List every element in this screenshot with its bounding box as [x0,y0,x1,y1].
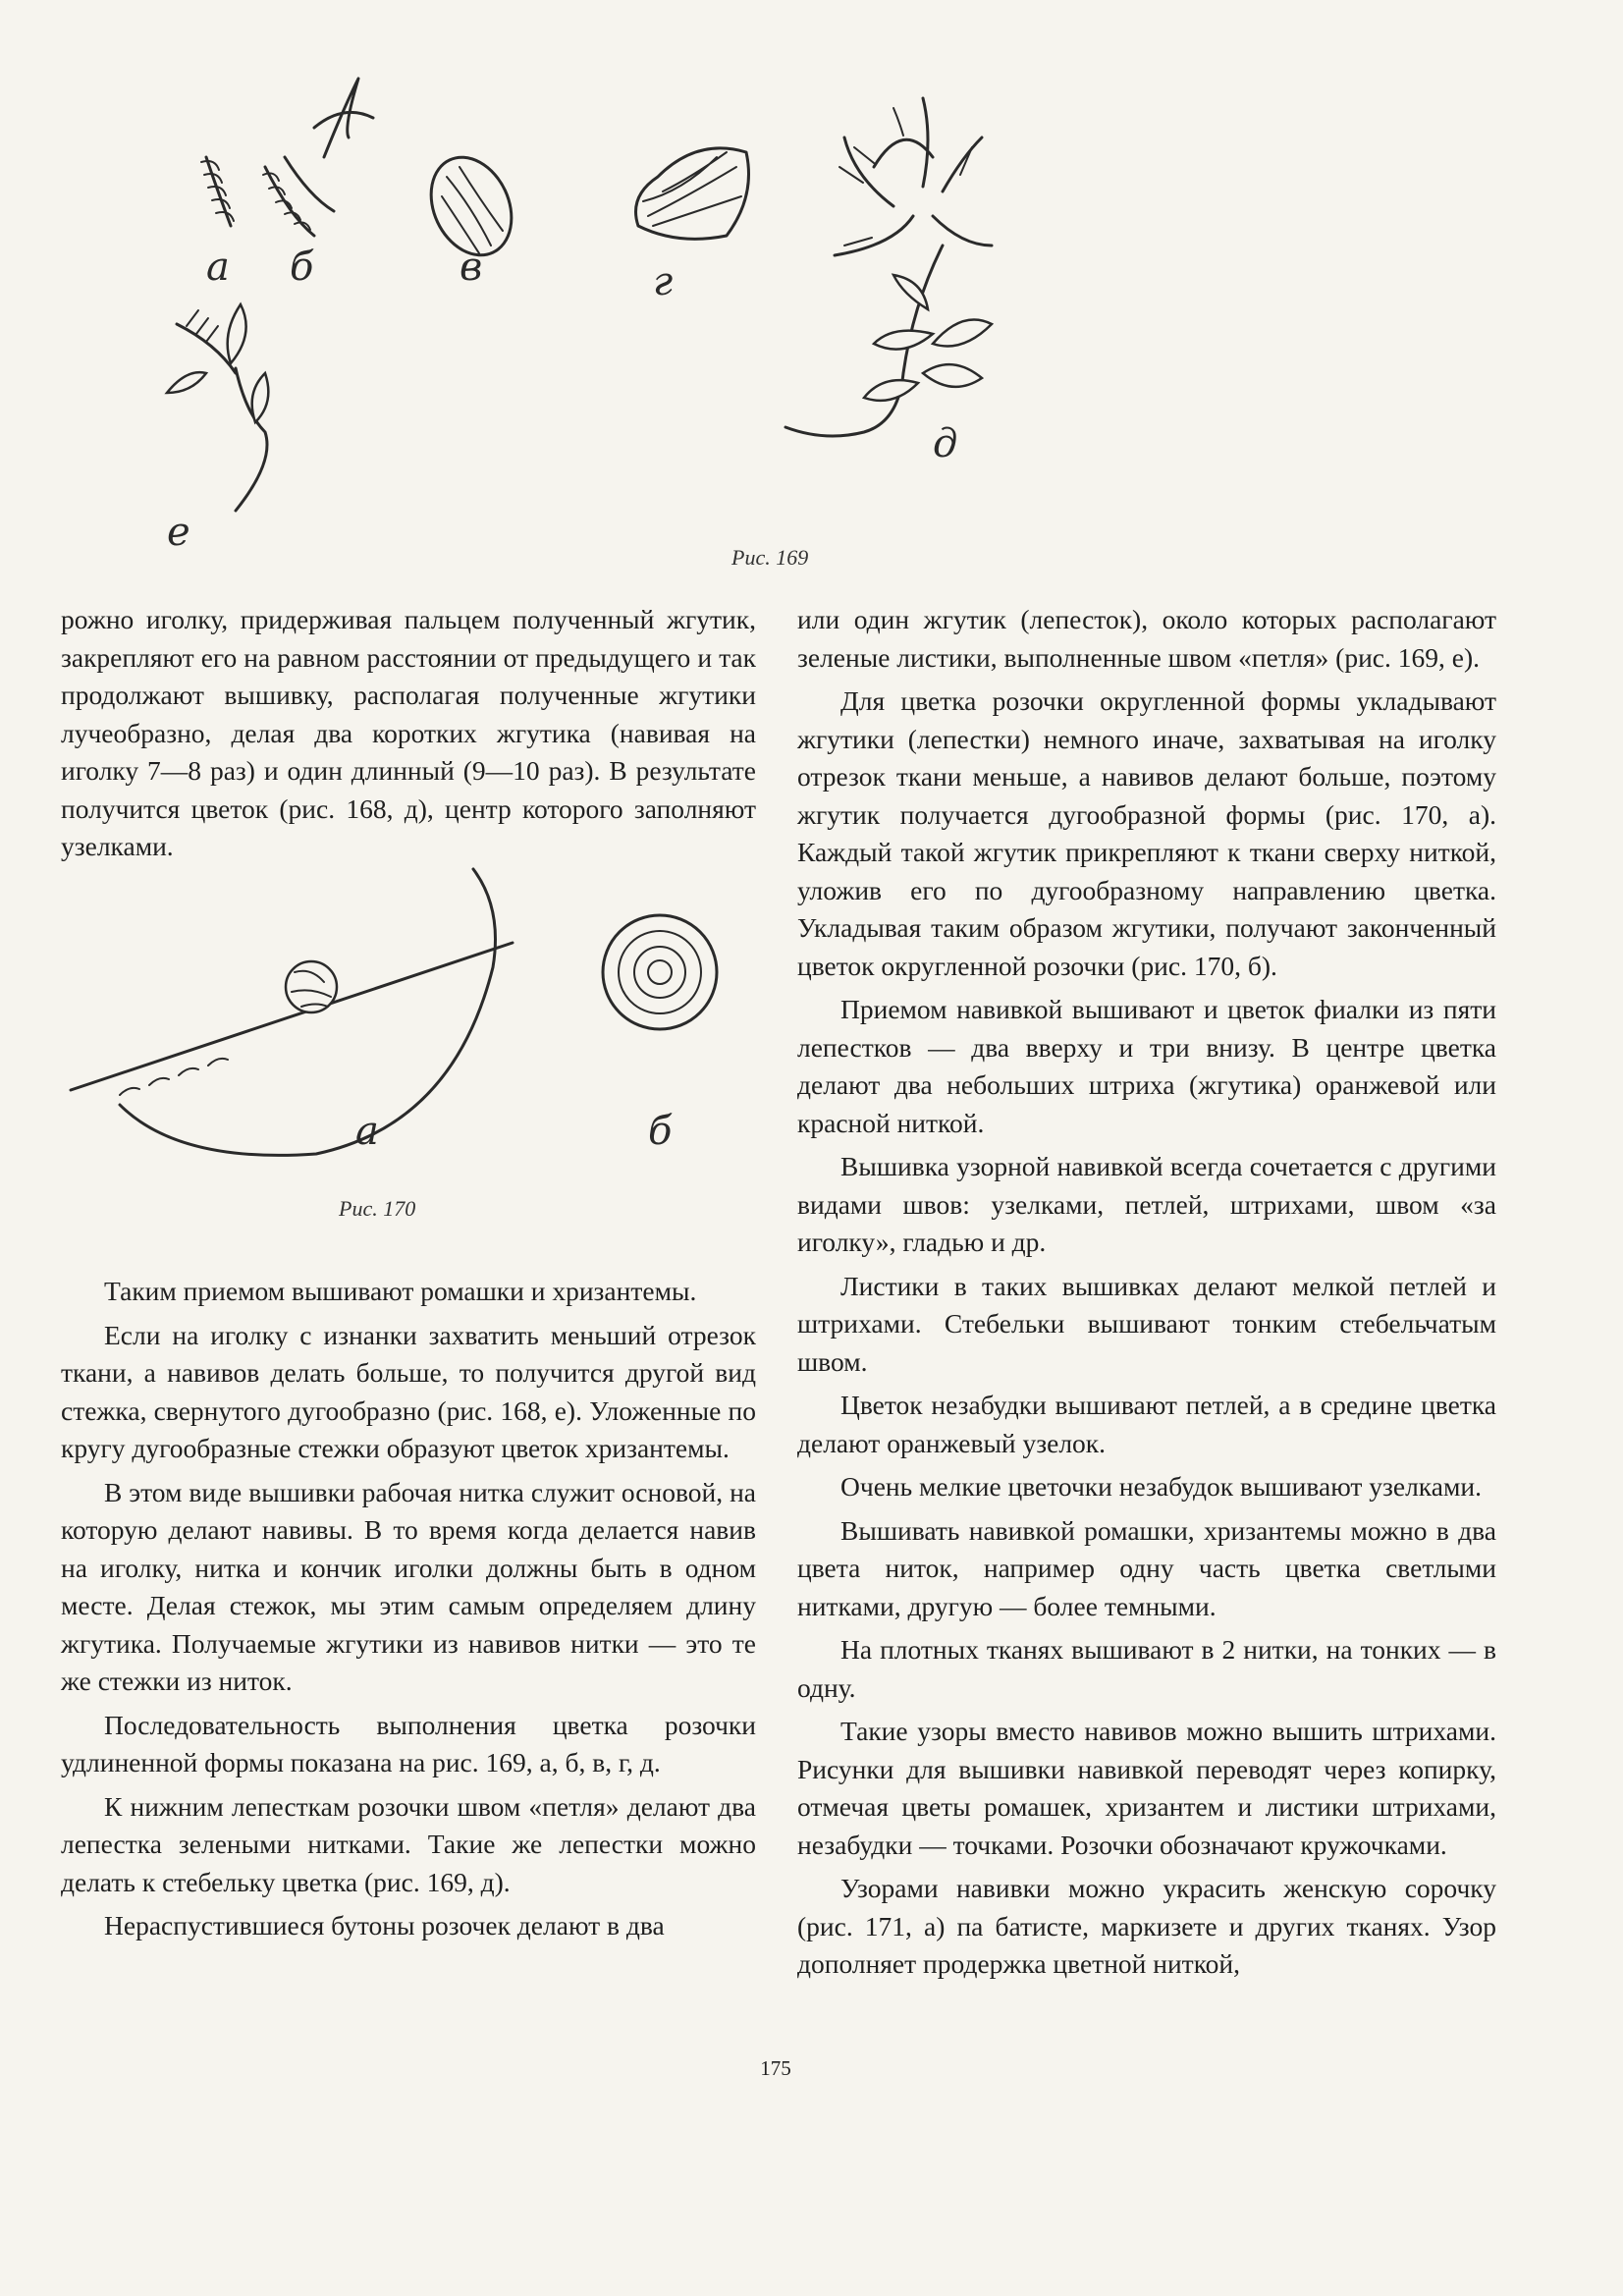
paragraph: Листики в таких вышивках делают мелкой петлей и штрихами. Стебельки вышивают тонким стебельчатым швом. [797,1270,1496,1377]
fig169-e-drawing [167,304,268,511]
right-column [797,601,1496,1984]
paragraph: Такие узоры вместо навивов можно вышить штрихами. Рисунки для вышивки навивкой переводят через копирку, отмечая цветы ромашек, хризантем и листики штрихами, незабудки — точками. Розочки обозначают кружочками. [797,1716,1496,1860]
paragraph: Приемом навивкой вышивают и цветок фиалки из пяти лепестков — два вверху и три внизу. В центре цветка делают два небольших штриха (жгутика) оранжевой или красной ниткой. [797,994,1496,1138]
fig170-b-drawing [603,915,717,1029]
paragraph: Вышивка узорной навивкой всегда сочетается с другими видами швов: узелками, петлей, штрихами, швом «за иголку», гладью и др. [797,1151,1496,1257]
figure-170-drawing [61,869,768,1164]
fig170-a-drawing [71,869,513,1155]
paragraph: Таким приемом вышивают ромашки и хризантемы. [104,1276,697,1306]
paragraph: Узорами навивки можно украсить женскую сорочку (рис. 171, а) па батисте, маркизете и других тканях. Узор дополняет продержка цветной ниткой, [797,1873,1496,1979]
paragraph: Если на иголку с изнанки захватить меньший отрезок ткани, а навивов делать больше, то получится другой вид стежка, свернутого дугообразно (рис. 168, е). Уложенные по кругу дугообразные стежки образуют цветок хризантемы. [61,1319,756,1463]
fig169-d-drawing [785,98,992,436]
figure-170-caption: Рис. 170 [339,1196,416,1221]
fig169-label-d: д [933,421,958,466]
paragraph: Нераспустившиеся бутоны розочек делают в два [104,1910,665,1941]
paragraph: Очень мелкие цветочки незабудок вышивают узелками. [840,1471,1482,1502]
fig169-a-drawing [201,157,234,226]
figure-170 [61,869,768,1164]
left-column-top [61,601,756,866]
paragraph: На плотных тканях вышивают в 2 нитки, на тонких — в одну. [797,1634,1496,1703]
page-number: 175 [760,2056,791,2080]
fig169-g-drawing [636,148,749,239]
fig169-b-drawing [263,79,373,236]
figure-169-drawing [147,98,1424,579]
paragraph: Вышивать навивкой ромашки, хризантемы можно в два цвета ниток, например одну часть цветка светлыми нитками, другую — более темными. [797,1514,1496,1621]
fig169-label-e: е [167,510,190,555]
fig170-label-b: б [648,1109,673,1154]
paragraph: Последовательность выполнения цветка розочки удлиненной формы показана на рис. 169, а, б, в, г, д. [61,1709,756,1777]
figure-169 [147,98,1424,579]
paragraph: Цветок незабудки вышивают петлей, а в средине цветка делают оранжевый узелок. [797,1390,1496,1458]
figure-169-caption: Рис. 169 [731,545,809,570]
fig169-label-v: в [460,245,483,290]
fig170-label-a: а [355,1109,379,1154]
fig169-label-a: а [206,245,230,290]
fig169-label-g: г [653,259,674,304]
paragraph: В этом виде вышивки рабочая нитка служит основой, на которую делают навивы. В то время когда делается навив на иголку, нитка и кончик иголки должны быть в одном месте. Делая стежок, мы этим самым определяем длину жгутика. Получаемые жгутики из навивов нитки — это те же стежки из ниток. [61,1476,756,1696]
paragraph: К нижним лепесткам розочки швом «петля» делают два лепестка зелеными нитками. Такие же лепестки можно делать к стебельку цветка (рис. 169, д). [61,1790,756,1897]
left-column-bottom [61,1273,756,1945]
paragraph: или один жгутик (лепесток), около которых располагают зеленые листики, выполненные швом «петля» (рис. 169, е). [797,604,1496,673]
paragraph: Для цветка розочки округленной формы укладывают жгутики (лепестки) немного иначе, захватывая на иголку отрезок ткани меньше, а навивов делают больше, поэтому жгутик получается дугообразной формы (рис. 170, а). Каждый такой жгутик прикрепляют к ткани сверху ниткой, уложив его по дугообразному направлению цветка. Укладывая таким образом жгутики, получают законченный цветок округленной розочки (рис. 170, б). [797,685,1496,981]
paragraph: рожно иголку, придерживая пальцем полученный жгутик, закрепляют его на равном расстоянии от предыдущего и так продолжают вышивку, располагая полученные жгутики лучеобразно, делая два коротких жгутика (навивая на иголку 7—8 раз) и один длинный (9—10 раз). В результате получится цветок (рис. 168, д), центр которого заполняют узелками. [61,604,756,861]
fig169-label-b: б [290,245,314,290]
